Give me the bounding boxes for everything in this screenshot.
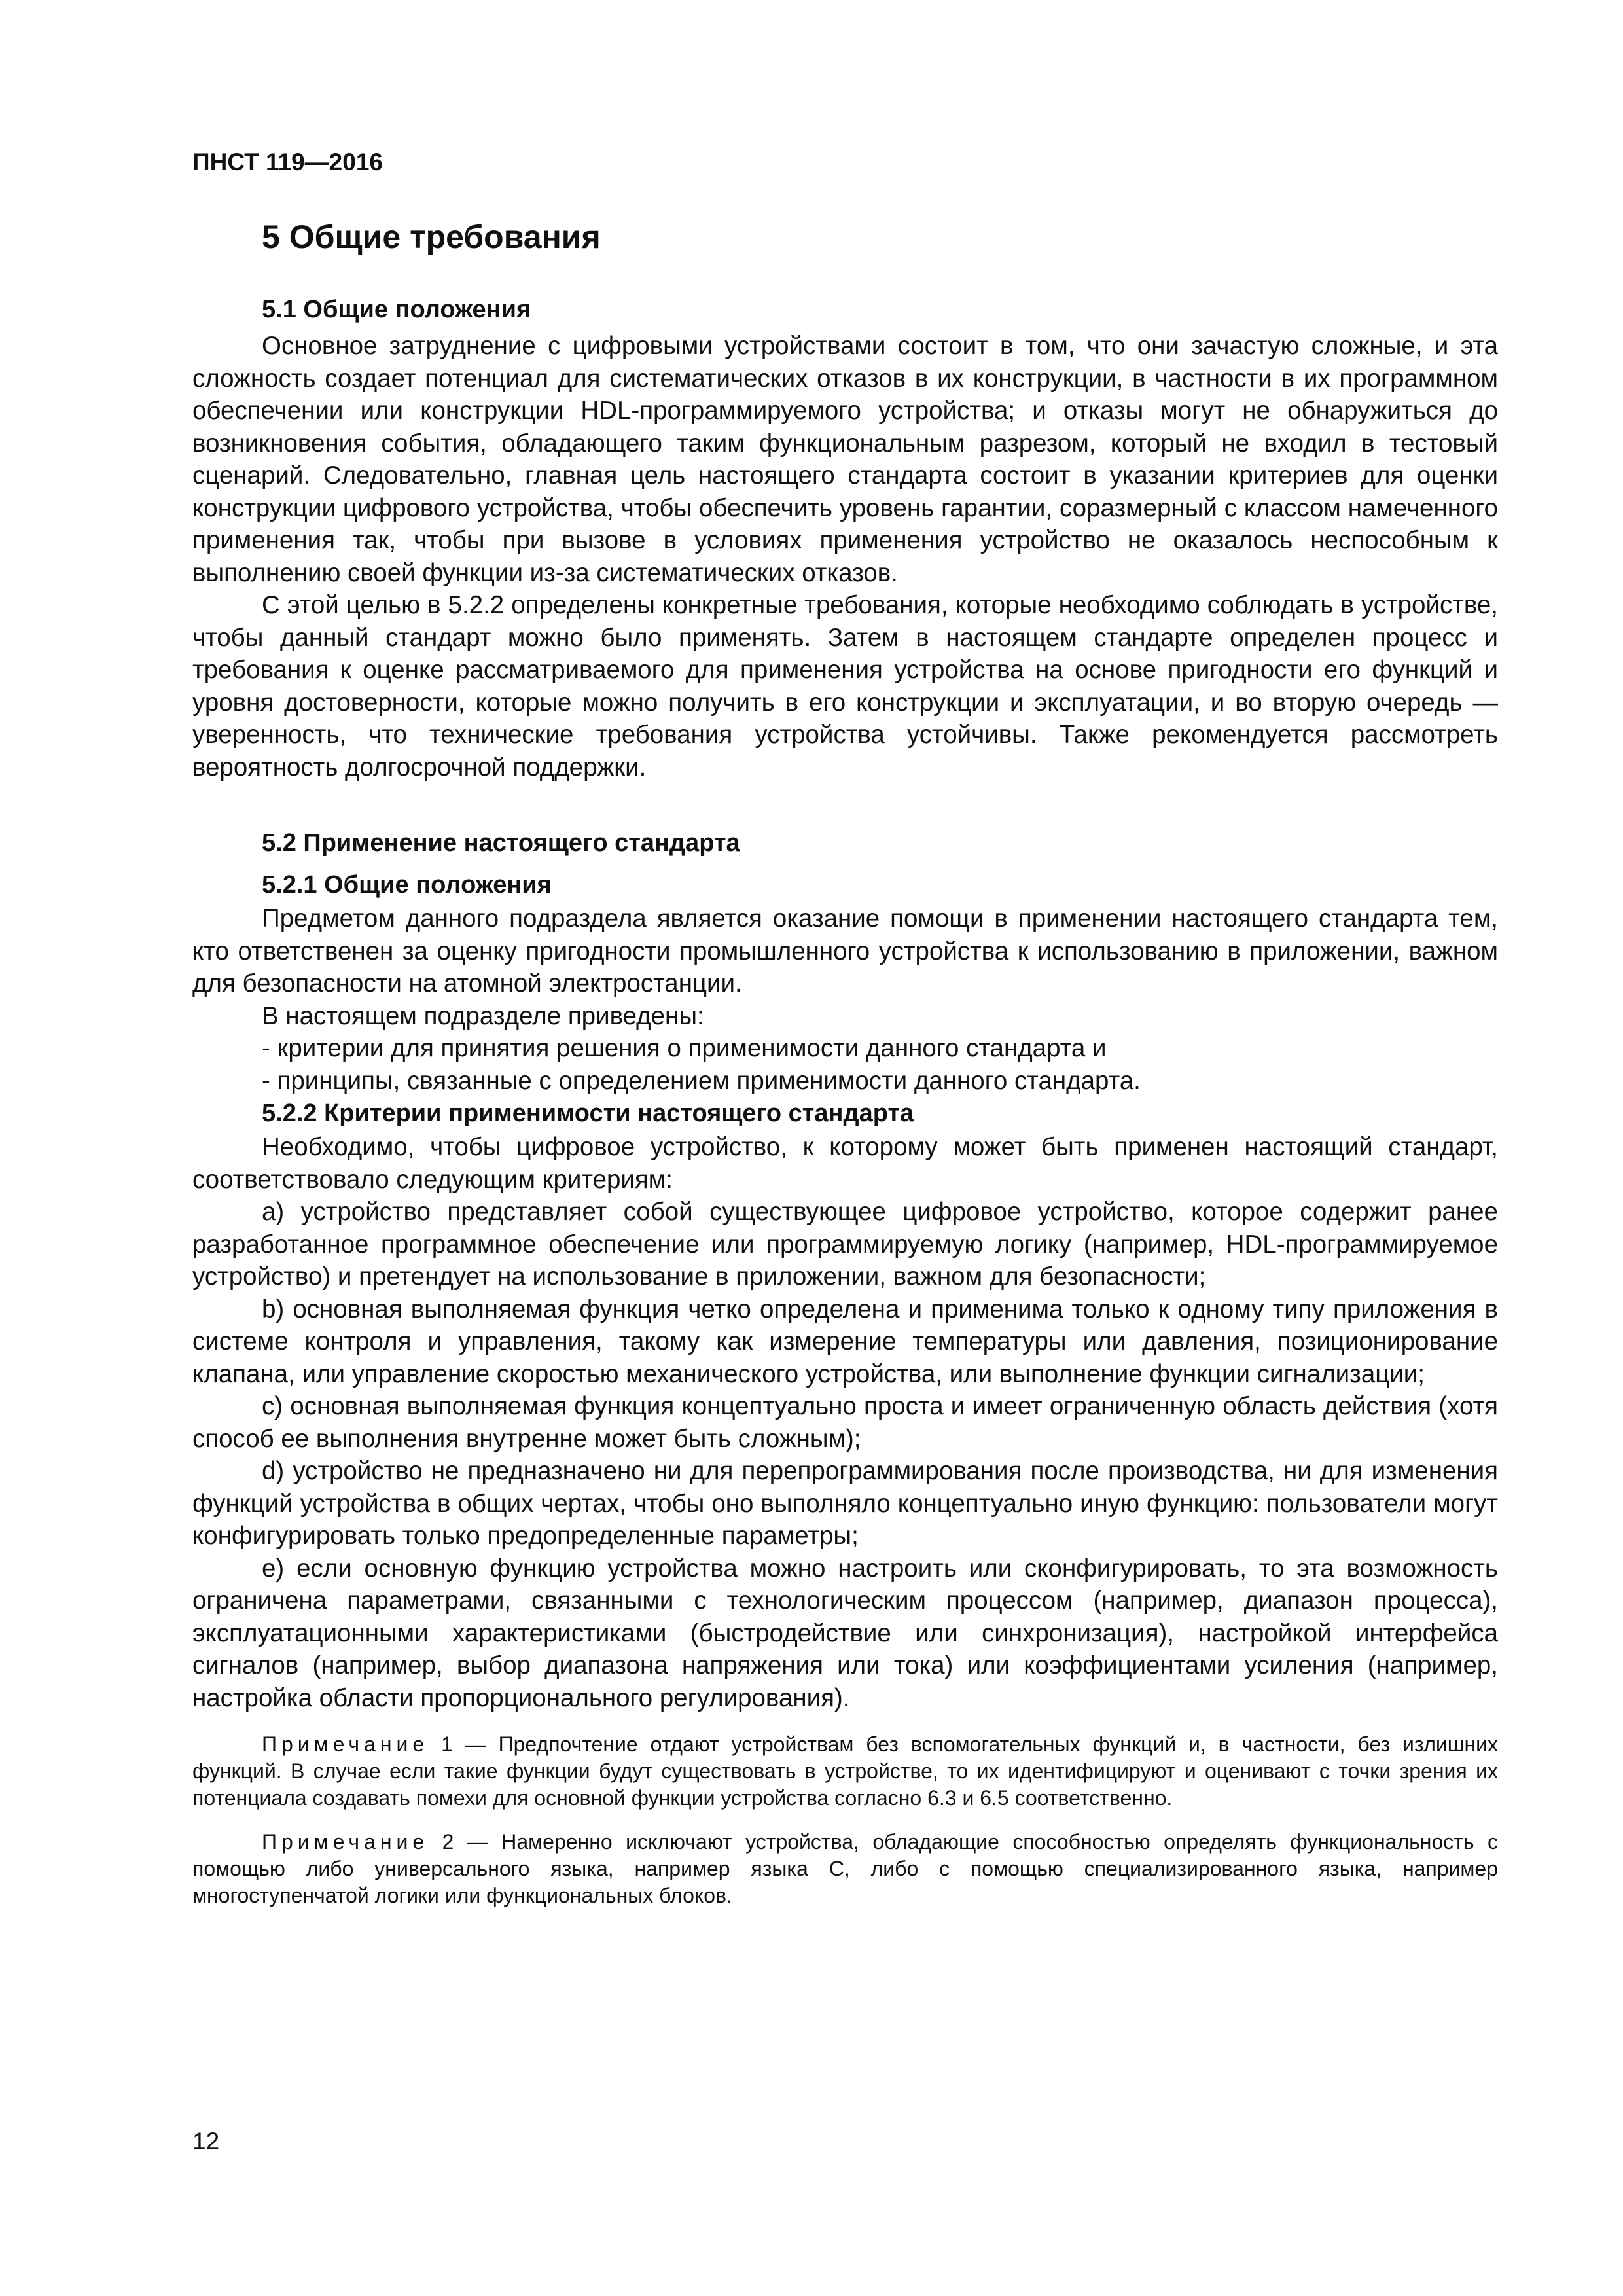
list-item: - критерии для принятия решения о применимости данного стандарта и <box>262 1034 1107 1062</box>
note-label: Примечание <box>262 1732 429 1756</box>
list-item: - принципы, связанные с определением применимости данного стандарта. <box>262 1066 1141 1095</box>
note-text: 2 — Намеренно исключают устройства, обладающие способностью определять функциональность с помощью либо универсального языка, например языка С, либо с помощью специализированного языка, например многоступенчатой логики или функциональных блоков. <box>192 1830 1498 1907</box>
criterion-c: с) основная выполняемая функция концептуально проста и имеет ограниченную область действия (хотя способ ее выполнения внутренне может быть сложным); <box>192 1392 1498 1453</box>
criterion-a: а) устройство представляет собой существующее цифровое устройство, которое содержит ранее разработанное программное обеспечение или программируемую логику (например, HDL-программируемое устройство) и претендует на использование в приложении, важном для безопасности; <box>192 1198 1498 1291</box>
subsection-heading-5-1: 5.1 Общие положения <box>262 296 531 323</box>
subsection-heading-5-2-2: 5.2.2 Критерии применимости настоящего стандарта <box>262 1100 914 1127</box>
subsection-heading-5-2: 5.2 Применение настоящего стандарта <box>262 829 740 857</box>
note-text: 1 — Предпочтение отдают устройствам без вспомогательных функций и, в частности, без излишних функций. В случае если такие функции будут существовать в устройстве, то их идентифицируют и оценивают с точки зрения их потенциала создавать помехи для основной функции устройства согласно 6.3 и 6.5 соответственно. <box>192 1732 1498 1810</box>
note-label: Примечание <box>262 1830 429 1854</box>
paragraph-5-1-1: Основное затруднение с цифровыми устройствами состоит в том, что они зачастую сложные, и эта сложность создает потенциал для систематических отказов в их конструкции, в частности в их программном обеспечении или конструкции HDL-программируемого устройства; и отказы могут не обнаружиться до возникновения события, обладающего таким функциональным разрезом, который не входил в тестовый сценарий. Следовательно, главная цель настоящего стандарта состоит в указании критериев для оценки конструкции цифрового устройства, чтобы обеспечить уровень гарантии, соразмерный с классом намеченного применения так, чтобы при вызове в условиях применения устройство не оказалось неспособным к выполнению своей функции из-за систематических отказов. <box>192 332 1498 587</box>
section-title: 5 Общие требования <box>262 219 601 255</box>
criterion-d: d) устройство не предназначено ни для перепрограммирования после производства, ни для изменения функций устройства в общих чертах, чтобы оно выполняло концептуально иную функцию: пользователи могут конфигурировать только предопределенные параметры; <box>192 1457 1498 1550</box>
paragraph-5-2-1-2: В настоящем подразделе приведены: <box>262 1001 704 1030</box>
criterion-e: е) если основную функцию устройства можно настроить или сконфигурировать, то эта возможность ограничена параметрами, связанными с технологическим процессом (например, диапазон процесса), эксплуатационными характеристиками (быстродействие или синхронизация), настройкой интерфейса сигналов (например, выбор диапазона напряжения или тока) или коэффициентами усиления (например, настройка области пропорционального регулирования). <box>192 1554 1498 1712</box>
note-2 <box>192 1829 1498 1909</box>
subsection-heading-5-2-1: 5.2.1 Общие положения <box>262 871 552 899</box>
paragraph-5-2-1-1: Предметом данного подраздела является оказание помощи в применении настоящего стандарта тем, кто ответственен за оценку пригодности промышленного устройства к использованию в приложении, важном для безопасности на атомной электростанции. <box>192 905 1498 997</box>
note-1 <box>192 1731 1498 1812</box>
page-number: 12 <box>192 2128 220 2155</box>
page-content <box>192 216 1498 1909</box>
document-code: ПНСТ 119—2016 <box>192 149 383 175</box>
paragraph-5-2-2-intro: Необходимо, чтобы цифровое устройство, к которому может быть применен настоящий стандарт, соответствовало следующим критериям: <box>192 1133 1498 1194</box>
paragraph-5-1-2: С этой целью в 5.2.2 определены конкретные требования, которые необходимо соблюдать в устройстве, чтобы данный стандарт можно было применять. Затем в настоящем стандарте определен процесс и требования к оценке рассматриваемого для применения устройства на основе пригодности его функций и уровня достоверности, которые можно получить в его конструкции и эксплуатации, и во вторую очередь — уверенность, что технические требования устройства устойчивы. Также рекомендуется рассмотреть вероятность долгосрочной поддержки. <box>192 591 1498 781</box>
criterion-b: b) основная выполняемая функция четко определена и применима только к одному типу приложения в системе контроля и управления, такому как измерение температуры или давления, позиционирование клапана, или управление скоростью механического устройства, или выполнение функции сигнализации; <box>192 1295 1498 1388</box>
